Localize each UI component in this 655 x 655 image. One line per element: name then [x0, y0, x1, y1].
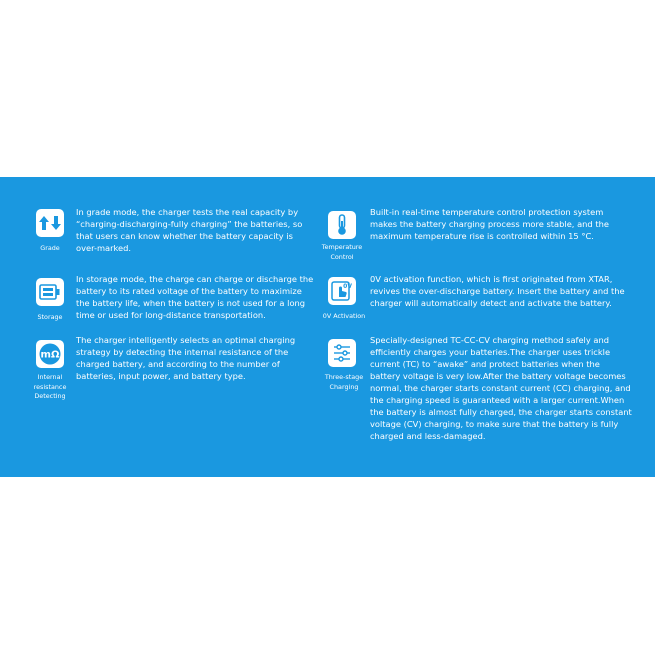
feature-caption: Storage	[37, 313, 63, 321]
feature-description: 0V activation function, which is first originated from XTAR, revives the over-discharge battery. Insert the battery and the charger will automatically detect and activate the battery.	[370, 274, 625, 308]
thermometer-icon	[328, 211, 356, 239]
feature-description: In grade mode, the charger tests the real capacity by “charging-discharging-fully charging” the batteries, so that users can know whether the battery capacity is over-marked.	[76, 207, 303, 253]
feature-description: Specially-designed TC-CC-CV charging method safely and efficiently charges your batteries.The charger uses trickle current (TC) to “awake” and protect batteries when the battery voltage is very low.After the battery voltage becomes normal, the charger starts constant current (CC) charging, and the charging speed is guaranteed with a larger current.When the battery is almost fully charged, the charger starts constant voltage (CV) charging, to make sure that the battery is fully charged and less-damaged.	[370, 335, 632, 441]
feature-caption: Three-stage Charging	[324, 373, 364, 391]
feature-description: The charger intelligently selects an optimal charging strategy by detecting the internal resistance of the charged battery, and according to the number of batteries, input power, and battery type.	[76, 335, 296, 381]
grade-arrows-icon	[36, 209, 64, 237]
feature-description: In storage mode, the charge can charge or discharge the battery to its rated voltage of the battery to maximize the battery life, when the battery is not used for a long time or used for long-distance transportation.	[76, 274, 314, 320]
feature-caption: Grade	[40, 244, 60, 252]
zero-volt-icon-label: 0V	[343, 283, 352, 290]
zero-volt-touch-icon	[328, 277, 356, 305]
feature-caption: Temperature Control	[321, 243, 363, 261]
features-panel	[0, 177, 655, 477]
milliohm-icon-label: mΩ	[40, 349, 60, 361]
feature-description: Built-in real-time temperature control protection system makes the battery charging process more stable, and the maximum temperature rise is controlled within 15 °C.	[370, 207, 609, 241]
milliohm-icon	[36, 340, 64, 368]
storage-battery-icon	[36, 278, 64, 306]
feature-caption: 0V Activation	[322, 312, 366, 320]
three-stage-sliders-icon	[328, 339, 356, 367]
feature-caption: Internal resistance Detecting	[33, 373, 67, 401]
